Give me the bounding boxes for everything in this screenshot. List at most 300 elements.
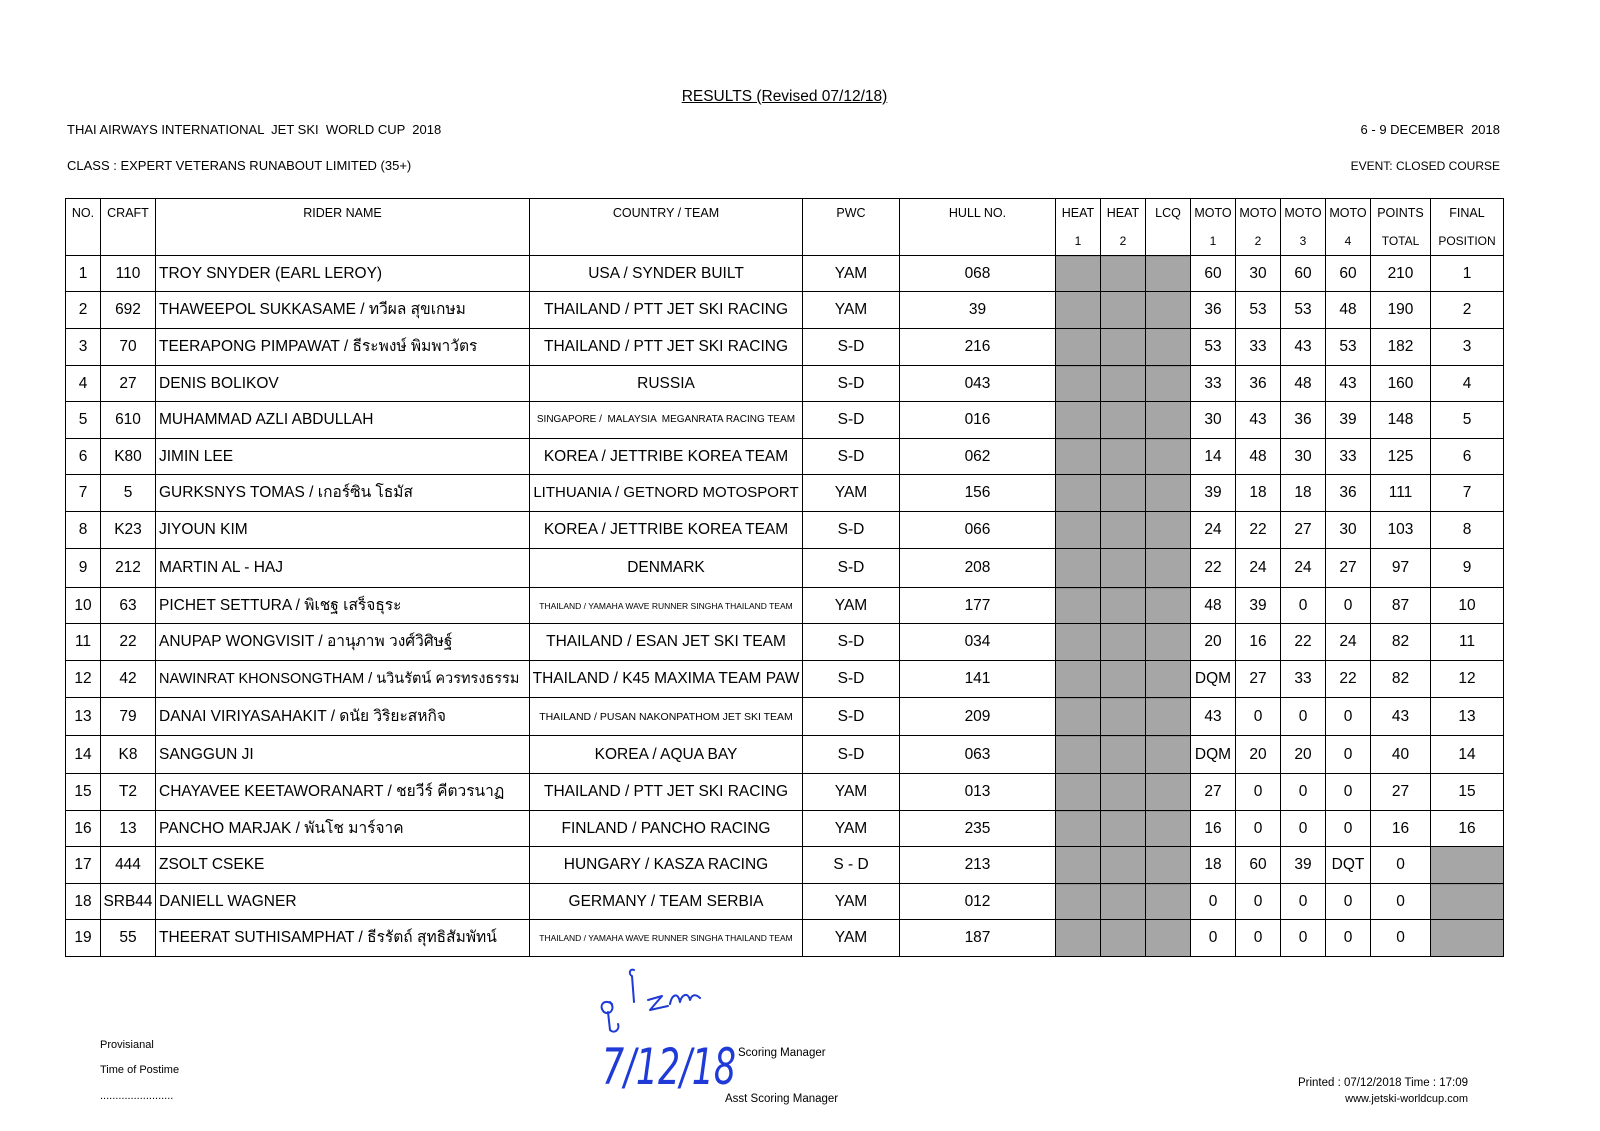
cell-craft: 692 (101, 292, 156, 329)
cell-moto-1: 60 (1191, 256, 1236, 292)
cell-final-position: 7 (1431, 475, 1504, 512)
cell-moto-4: 22 (1326, 661, 1371, 698)
cell-rider-name: DENIS BOLIKOV (156, 366, 530, 402)
cell-heat-2 (1101, 439, 1146, 475)
cell-points-total: 111 (1371, 475, 1431, 512)
cell-moto-4: 48 (1326, 292, 1371, 329)
cell-points-total: 182 (1371, 329, 1431, 366)
header-lcq-sublabel (1146, 227, 1190, 255)
cell-heat-2 (1101, 475, 1146, 512)
cell-lcq (1146, 624, 1191, 661)
cell-lcq (1146, 439, 1191, 475)
cell-moto-4: 0 (1326, 736, 1371, 774)
cell-country-team: KOREA / JETTRIBE KOREA TEAM (530, 439, 803, 475)
provisional-label: Provisianal (100, 1039, 154, 1051)
cell-final-position: 11 (1431, 624, 1504, 661)
cell-no: 13 (66, 698, 101, 736)
cell-points-total: 82 (1371, 624, 1431, 661)
table-row (66, 774, 1504, 811)
cell-hull-no: 034 (900, 624, 1056, 661)
cell-moto-4: 39 (1326, 402, 1371, 439)
cell-no: 8 (66, 512, 101, 549)
cell-moto-1: 0 (1191, 920, 1236, 957)
cell-lcq (1146, 475, 1191, 512)
cell-moto-2: 22 (1236, 512, 1281, 549)
cell-rider-name: ANUPAP WONGVISIT / อานุภาพ วงศ์วิศิษฐ์ (156, 624, 530, 661)
cell-moto-4: 30 (1326, 512, 1371, 549)
cell-no: 14 (66, 736, 101, 774)
cell-moto-3: 18 (1281, 475, 1326, 512)
cell-hull-no: 012 (900, 884, 1056, 920)
cell-moto-2: 33 (1236, 329, 1281, 366)
header-hull-no (900, 199, 1056, 256)
cell-hull-no: 066 (900, 512, 1056, 549)
cell-craft: T2 (101, 774, 156, 811)
cell-moto-2: 20 (1236, 736, 1281, 774)
cell-final-position: 4 (1431, 366, 1504, 402)
cell-final-position: 14 (1431, 736, 1504, 774)
header-rider-name (156, 199, 530, 256)
cell-country-team: KOREA / JETTRIBE KOREA TEAM (530, 512, 803, 549)
cell-pwc: S-D (803, 698, 900, 736)
table-row (66, 292, 1504, 329)
cell-final-position: 2 (1431, 292, 1504, 329)
cell-craft: 79 (101, 698, 156, 736)
cell-pwc: S - D (803, 847, 900, 884)
cell-country-team: THAILAND / ESAN JET SKI TEAM (530, 624, 803, 661)
header-moto-2-sublabel: 2 (1254, 234, 1262, 248)
cell-country-team: SINGAPORE / MALAYSIA MEGANRATA RACING TEAM (530, 402, 803, 439)
cell-pwc: S-D (803, 736, 900, 774)
cell-moto-4: 53 (1326, 329, 1371, 366)
cell-lcq (1146, 847, 1191, 884)
cell-hull-no: 062 (900, 439, 1056, 475)
cell-rider-name: JIYOUN KIM (156, 512, 530, 549)
cell-pwc: S-D (803, 624, 900, 661)
cell-country-team: THAILAND / PTT JET SKI RACING (530, 329, 803, 366)
cell-no: 12 (66, 661, 101, 698)
cell-final-position: 3 (1431, 329, 1504, 366)
header-moto-1 (1191, 199, 1236, 256)
race-class: CLASS : EXPERT VETERANS RUNABOUT LIMITED (35+) (67, 158, 412, 173)
cell-heat-1 (1056, 661, 1101, 698)
cell-moto-3: 24 (1281, 549, 1326, 588)
cell-craft: K8 (101, 736, 156, 774)
cell-heat-2 (1101, 661, 1146, 698)
header-craft (101, 199, 156, 256)
cell-rider-name: GURKSNYS TOMAS / เกอร์ซิน โธมัส (156, 475, 530, 512)
results-table (65, 198, 1504, 957)
cell-country-team: USA / SYNDER BUILT (530, 256, 803, 292)
cell-heat-1 (1056, 402, 1101, 439)
cell-craft: 212 (101, 549, 156, 588)
cell-moto-2: 43 (1236, 402, 1281, 439)
header-country-team-sublabel (530, 227, 802, 255)
cell-moto-2: 24 (1236, 549, 1281, 588)
table-row (66, 624, 1504, 661)
cell-no: 7 (66, 475, 101, 512)
cell-points-total: 125 (1371, 439, 1431, 475)
header-moto-4 (1326, 199, 1371, 256)
cell-craft: K23 (101, 512, 156, 549)
cell-moto-3: 43 (1281, 329, 1326, 366)
table-row (66, 920, 1504, 957)
cell-points-total: 40 (1371, 736, 1431, 774)
cell-no: 17 (66, 847, 101, 884)
cell-country-team: THAILAND / PTT JET SKI RACING (530, 292, 803, 329)
cell-pwc: YAM (803, 256, 900, 292)
cell-moto-1: 18 (1191, 847, 1236, 884)
cell-no: 16 (66, 811, 101, 847)
cell-pwc: S-D (803, 549, 900, 588)
cell-heat-1 (1056, 736, 1101, 774)
cell-craft: 13 (101, 811, 156, 847)
cell-heat-1 (1056, 920, 1101, 957)
table-row (66, 329, 1504, 366)
cell-lcq (1146, 549, 1191, 588)
time-of-posting-label: Time of Postime (100, 1064, 180, 1076)
cell-no: 2 (66, 292, 101, 329)
header-row (66, 199, 1504, 256)
table-row (66, 698, 1504, 736)
cell-heat-2 (1101, 624, 1146, 661)
cell-rider-name: MARTIN AL - HAJ (156, 549, 530, 588)
header-hull-no-sublabel (900, 227, 1055, 255)
cell-moto-2: 0 (1236, 698, 1281, 736)
cell-moto-3: 33 (1281, 661, 1326, 698)
header-moto-3-label: MOTO (1284, 206, 1322, 220)
cell-craft: 55 (101, 920, 156, 957)
table-row (66, 549, 1504, 588)
cell-heat-2 (1101, 774, 1146, 811)
cell-moto-3: 0 (1281, 588, 1326, 624)
cell-moto-2: 0 (1236, 920, 1281, 957)
cell-craft: 63 (101, 588, 156, 624)
cell-final-position: 8 (1431, 512, 1504, 549)
header-no-sublabel (66, 227, 100, 255)
cell-moto-1: 53 (1191, 329, 1236, 366)
cell-lcq (1146, 774, 1191, 811)
cell-rider-name: PANCHO MARJAK / พันโช มาร์จาค (156, 811, 530, 847)
cell-country-team: THAILAND / PUSAN NAKONPATHOM JET SKI TEAM (530, 698, 803, 736)
cell-moto-4: 33 (1326, 439, 1371, 475)
cell-heat-1 (1056, 698, 1101, 736)
header-lcq (1146, 199, 1191, 256)
cell-final-position: 10 (1431, 588, 1504, 624)
cell-no: 9 (66, 549, 101, 588)
cell-final-position: 13 (1431, 698, 1504, 736)
table-header (66, 199, 1504, 256)
cell-lcq (1146, 811, 1191, 847)
cell-lcq (1146, 366, 1191, 402)
header-moto-4-sublabel: 4 (1344, 234, 1352, 248)
cell-heat-1 (1056, 811, 1101, 847)
cell-moto-4: 24 (1326, 624, 1371, 661)
cell-heat-2 (1101, 588, 1146, 624)
header-points-total (1371, 199, 1431, 256)
header-lcq-label: LCQ (1155, 206, 1181, 220)
cell-final-position: 16 (1431, 811, 1504, 847)
cell-moto-1: 48 (1191, 588, 1236, 624)
header-craft-label: CRAFT (107, 206, 149, 220)
cell-rider-name: JIMIN LEE (156, 439, 530, 475)
cell-hull-no: 187 (900, 920, 1056, 957)
cell-points-total: 97 (1371, 549, 1431, 588)
cell-points-total: 160 (1371, 366, 1431, 402)
cell-moto-1: 43 (1191, 698, 1236, 736)
cell-hull-no: 213 (900, 847, 1056, 884)
cell-moto-2: 60 (1236, 847, 1281, 884)
table-row (66, 736, 1504, 774)
header-pwc-label: PWC (836, 206, 866, 220)
document-title: RESULTS (Revised 07/12/18) (681, 88, 888, 105)
cell-lcq (1146, 736, 1191, 774)
cell-points-total: 87 (1371, 588, 1431, 624)
scoring-manager-label: Scoring Manager (738, 1047, 826, 1059)
cell-moto-4: DQT (1326, 847, 1371, 884)
cell-moto-4: 0 (1326, 884, 1371, 920)
cell-hull-no: 209 (900, 698, 1056, 736)
cell-heat-2 (1101, 736, 1146, 774)
cell-hull-no: 016 (900, 402, 1056, 439)
cell-moto-4: 60 (1326, 256, 1371, 292)
cell-rider-name: THAWEEPOL SUKKASAME / ทวีผล สุขเกษม (156, 292, 530, 329)
cell-moto-1: 16 (1191, 811, 1236, 847)
cell-moto-3: 53 (1281, 292, 1326, 329)
cell-heat-2 (1101, 402, 1146, 439)
cell-moto-3: 0 (1281, 811, 1326, 847)
cell-heat-1 (1056, 475, 1101, 512)
cell-moto-1: 0 (1191, 884, 1236, 920)
cell-hull-no: 141 (900, 661, 1056, 698)
cell-country-team: GERMANY / TEAM SERBIA (530, 884, 803, 920)
cell-final-position: 5 (1431, 402, 1504, 439)
cell-craft: 110 (101, 256, 156, 292)
cell-no: 1 (66, 256, 101, 292)
cell-points-total: 27 (1371, 774, 1431, 811)
cell-hull-no: 177 (900, 588, 1056, 624)
cell-no: 19 (66, 920, 101, 957)
cell-heat-1 (1056, 329, 1101, 366)
cell-lcq (1146, 256, 1191, 292)
cell-lcq (1146, 588, 1191, 624)
header-moto-4-label: MOTO (1329, 206, 1367, 220)
cell-heat-2 (1101, 847, 1146, 884)
header-pwc (803, 199, 900, 256)
cell-rider-name: DANIELL WAGNER (156, 884, 530, 920)
cell-lcq (1146, 698, 1191, 736)
cell-moto-1: 33 (1191, 366, 1236, 402)
cell-hull-no: 216 (900, 329, 1056, 366)
cell-pwc: YAM (803, 588, 900, 624)
signature-date: 7/12/18 (602, 1038, 736, 1096)
header-moto-3-sublabel: 3 (1299, 234, 1307, 248)
cell-craft: 42 (101, 661, 156, 698)
cell-lcq (1146, 329, 1191, 366)
cell-heat-2 (1101, 884, 1146, 920)
cell-moto-4: 0 (1326, 698, 1371, 736)
cell-moto-3: 48 (1281, 366, 1326, 402)
cell-rider-name: TROY SNYDER (EARL LEROY) (156, 256, 530, 292)
header-points-total-label: POINTS (1377, 206, 1424, 220)
cell-pwc: YAM (803, 475, 900, 512)
signature-scribble (602, 970, 700, 1032)
cell-lcq (1146, 512, 1191, 549)
cell-pwc: YAM (803, 920, 900, 957)
cell-pwc: YAM (803, 811, 900, 847)
table-body (66, 256, 1504, 957)
cell-lcq (1146, 402, 1191, 439)
cell-moto-4: 36 (1326, 475, 1371, 512)
cell-moto-4: 0 (1326, 774, 1371, 811)
cell-rider-name: MUHAMMAD AZLI ABDULLAH (156, 402, 530, 439)
cell-points-total: 148 (1371, 402, 1431, 439)
cell-rider-name: PICHET SETTURA / พิเชฐ เสร็จธุระ (156, 588, 530, 624)
cell-moto-3: 0 (1281, 920, 1326, 957)
cell-moto-3: 36 (1281, 402, 1326, 439)
event-type: EVENT: CLOSED COURSE (1350, 159, 1500, 173)
cell-moto-4: 0 (1326, 811, 1371, 847)
cell-heat-1 (1056, 624, 1101, 661)
cell-moto-2: 39 (1236, 588, 1281, 624)
cell-points-total: 16 (1371, 811, 1431, 847)
cell-heat-1 (1056, 774, 1101, 811)
cell-moto-2: 27 (1236, 661, 1281, 698)
header-moto-2-label: MOTO (1239, 206, 1277, 220)
cell-points-total: 190 (1371, 292, 1431, 329)
cell-craft: 27 (101, 366, 156, 402)
cell-moto-2: 18 (1236, 475, 1281, 512)
cell-moto-4: 0 (1326, 588, 1371, 624)
cell-final-position (1431, 920, 1504, 957)
cell-final-position (1431, 847, 1504, 884)
header-craft-sublabel (101, 227, 155, 255)
cell-lcq (1146, 884, 1191, 920)
cell-points-total: 210 (1371, 256, 1431, 292)
cell-pwc: S-D (803, 512, 900, 549)
cell-moto-1: 36 (1191, 292, 1236, 329)
cell-no: 18 (66, 884, 101, 920)
cell-country-team: FINLAND / PANCHO RACING (530, 811, 803, 847)
cell-moto-2: 53 (1236, 292, 1281, 329)
cell-moto-2: 0 (1236, 884, 1281, 920)
cell-country-team: THAILAND / PTT JET SKI RACING (530, 774, 803, 811)
cell-heat-1 (1056, 366, 1101, 402)
header-heat-2-sublabel: 2 (1119, 234, 1127, 248)
header-country-team (530, 199, 803, 256)
cell-hull-no: 063 (900, 736, 1056, 774)
cell-lcq (1146, 661, 1191, 698)
cell-points-total: 103 (1371, 512, 1431, 549)
cell-moto-3: 20 (1281, 736, 1326, 774)
cell-heat-1 (1056, 292, 1101, 329)
cell-heat-1 (1056, 512, 1101, 549)
cell-moto-2: 48 (1236, 439, 1281, 475)
cell-final-position (1431, 884, 1504, 920)
asst-scoring-manager-label: Asst Scoring Manager (725, 1093, 839, 1105)
cell-pwc: YAM (803, 774, 900, 811)
cell-moto-3: 60 (1281, 256, 1326, 292)
cell-heat-1 (1056, 884, 1101, 920)
cell-moto-1: 24 (1191, 512, 1236, 549)
cell-moto-2: 16 (1236, 624, 1281, 661)
cell-heat-2 (1101, 292, 1146, 329)
cell-hull-no: 043 (900, 366, 1056, 402)
cell-moto-1: DQM (1191, 736, 1236, 774)
header-final-position (1431, 199, 1504, 256)
cell-pwc: S-D (803, 661, 900, 698)
cell-no: 15 (66, 774, 101, 811)
cell-moto-3: 39 (1281, 847, 1326, 884)
cell-moto-3: 0 (1281, 884, 1326, 920)
header-heat-2-label: HEAT (1106, 206, 1140, 220)
header-heat-1-label: HEAT (1061, 206, 1095, 220)
cell-hull-no: 208 (900, 549, 1056, 588)
cell-hull-no: 068 (900, 256, 1056, 292)
cell-no: 6 (66, 439, 101, 475)
header-final-position-sublabel: POSITION (1438, 234, 1496, 248)
cell-country-team: HUNGARY / KASZA RACING (530, 847, 803, 884)
cell-moto-3: 27 (1281, 512, 1326, 549)
header-heat-2 (1101, 199, 1146, 256)
cell-country-team: LITHUANIA / GETNORD MOTOSPORT (530, 475, 803, 512)
cell-moto-4: 27 (1326, 549, 1371, 588)
cell-heat-2 (1101, 920, 1146, 957)
table-row (66, 811, 1504, 847)
cell-heat-2 (1101, 329, 1146, 366)
cell-rider-name: THEERAT SUTHISAMPHAT / ธีรรัตถ์ สุทธิสัมพัทน์ (156, 920, 530, 957)
header-pwc-sublabel (803, 227, 899, 255)
cell-heat-1 (1056, 256, 1101, 292)
cell-no: 10 (66, 588, 101, 624)
table-row (66, 256, 1504, 292)
cell-rider-name: CHAYAVEE KEETAWORANART / ชยวีร์ คีตวรนาฏ (156, 774, 530, 811)
cell-no: 11 (66, 624, 101, 661)
cell-pwc: YAM (803, 292, 900, 329)
cell-points-total: 0 (1371, 884, 1431, 920)
cell-moto-3: 30 (1281, 439, 1326, 475)
cell-heat-2 (1101, 512, 1146, 549)
cell-points-total: 43 (1371, 698, 1431, 736)
table-row (66, 439, 1504, 475)
cell-heat-1 (1056, 549, 1101, 588)
cell-heat-2 (1101, 256, 1146, 292)
cell-country-team: THAILAND / K45 MAXIMA TEAM PAW (530, 661, 803, 698)
cell-moto-2: 0 (1236, 811, 1281, 847)
cell-craft: SRB44 (101, 884, 156, 920)
time-of-posting-blank: ........................ (100, 1090, 174, 1102)
cell-no: 4 (66, 366, 101, 402)
cell-moto-1: DQM (1191, 661, 1236, 698)
table-row (66, 661, 1504, 698)
cell-craft: K80 (101, 439, 156, 475)
header-rider-name-label: RIDER NAME (303, 206, 382, 220)
header-moto-1-label: MOTO (1194, 206, 1232, 220)
cell-final-position: 6 (1431, 439, 1504, 475)
cell-country-team: DENMARK (530, 549, 803, 588)
cell-no: 3 (66, 329, 101, 366)
event-dates: 6 - 9 DECEMBER 2018 (1360, 122, 1500, 137)
cell-pwc: S-D (803, 329, 900, 366)
cell-pwc: S-D (803, 366, 900, 402)
cell-craft: 70 (101, 329, 156, 366)
cell-points-total: 0 (1371, 847, 1431, 884)
header-no-label: NO. (71, 206, 95, 220)
cell-country-team: THAILAND / YAMAHA WAVE RUNNER SINGHA THAILAND TEAM (530, 588, 803, 624)
cell-moto-2: 30 (1236, 256, 1281, 292)
table-row (66, 366, 1504, 402)
header-no (66, 199, 101, 256)
